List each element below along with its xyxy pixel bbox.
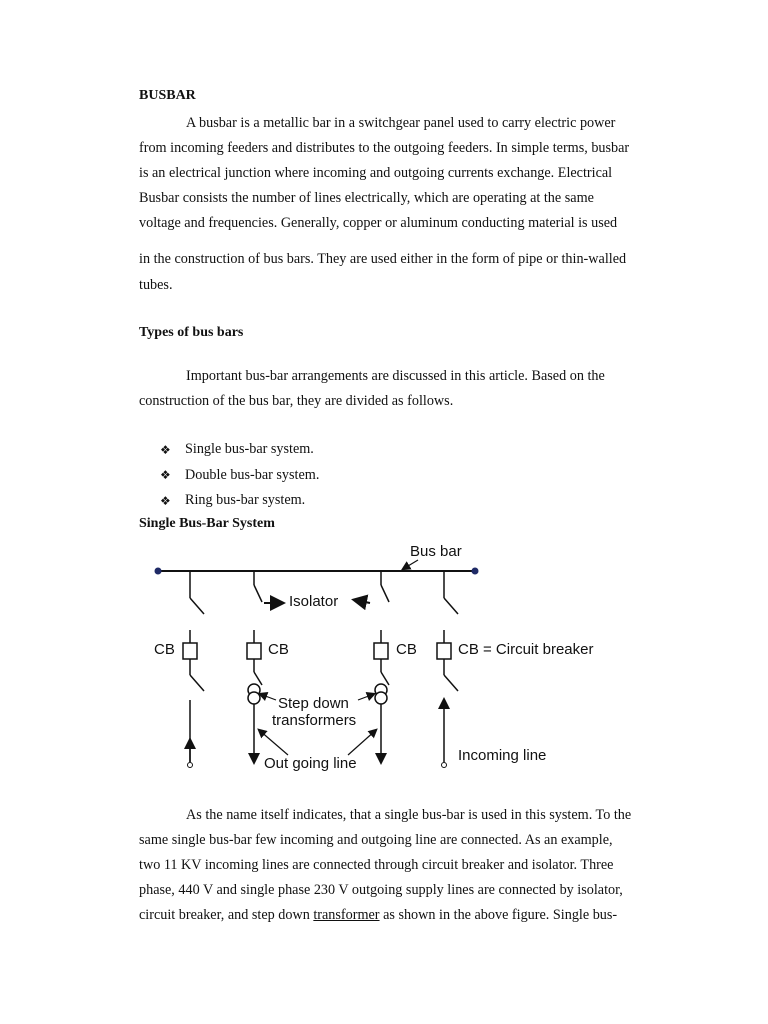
single-busbar-heading: Single Bus-Bar System (139, 516, 275, 531)
types-list (160, 437, 319, 514)
list-item (160, 463, 319, 489)
intro-line: from incoming feeders and distributes to the outgoing feeders. In simple terms, busbar (139, 140, 630, 156)
transformer-coil-icon (375, 692, 387, 704)
transformer-label: transformers (272, 712, 357, 729)
circuit-breaker-icon (437, 643, 451, 659)
transformer-label: Step down (278, 695, 349, 712)
body-line: As the name itself indicates, that a single bus-bar is used in this system. To the (186, 807, 632, 823)
diamond-bullet-icon: ❖ (160, 468, 171, 483)
bus-end-dot (155, 568, 162, 575)
transformer-pointer (260, 694, 276, 700)
outgoing-pointer (348, 730, 376, 755)
cb-label: CB (396, 641, 417, 658)
list-item (160, 488, 319, 514)
feeder-1 (183, 571, 204, 768)
page-title: BUSBAR (139, 88, 196, 103)
transformer-link[interactable]: transformer (313, 907, 380, 923)
body-line: two 11 KV incoming lines are connected through circuit breaker and isolator. Three (139, 857, 614, 873)
cb-label: CB (154, 641, 175, 658)
single-busbar-diagram (148, 540, 618, 776)
intro-line: in the construction of bus bars. They are used either in the form of pipe or thin-walled (139, 251, 627, 267)
cb-legend: CB = Circuit breaker (458, 641, 594, 658)
diamond-bullet-icon: ❖ (160, 442, 171, 457)
isolator-pointer (355, 600, 370, 603)
feeder-4 (437, 571, 458, 768)
intro-line: voltage and frequencies. Generally, copper or aluminum conducting material is used (139, 215, 618, 231)
body-line (139, 907, 675, 924)
list-item-label: Ring bus-bar system. (185, 492, 306, 509)
types-intro-line: Important bus-bar arrangements are discussed in this article. Based on the (186, 368, 605, 384)
transformer-pointer (358, 694, 374, 700)
intro-line: A busbar is a metallic bar in a switchgear panel used to carry electric power (186, 115, 616, 131)
list-item-label: Single bus-bar system. (185, 441, 314, 458)
feeder-3 (374, 571, 389, 762)
intro-line: is an electrical junction where incoming and outgoing currents exchange. Electrical (139, 165, 613, 181)
intro-line: tubes. (139, 277, 173, 293)
types-heading: Types of bus bars (139, 325, 244, 340)
bus-bar-pointer (403, 560, 418, 569)
types-intro-line: construction of the bus bar, they are divided as follows. (139, 393, 454, 409)
transformer-coil-icon (248, 692, 260, 704)
isolator-label: Isolator (289, 593, 339, 610)
cb-label: CB (268, 641, 289, 658)
intro-line: Busbar consists the number of lines electrically, which are operating at the same (139, 190, 594, 206)
diamond-bullet-icon: ❖ (160, 493, 171, 508)
bus-end-dot (472, 568, 479, 575)
body-text: as shown in the above figure. Single bus- (379, 907, 618, 923)
body-line: phase, 440 V and single phase 230 V outgoing supply lines are connected by isolator, (139, 882, 623, 898)
feeder-2 (247, 571, 262, 762)
outgoing-label: Out going line (264, 755, 357, 772)
body-text: circuit breaker, and step down (139, 907, 314, 923)
bus-bar-label: Bus bar (410, 543, 462, 560)
outgoing-pointer (259, 730, 288, 755)
incoming-label: Incoming line (458, 747, 547, 764)
circuit-breaker-icon (247, 643, 261, 659)
list-item-label: Double bus-bar system. (185, 466, 320, 483)
circuit-breaker-icon (374, 643, 388, 659)
list-item (160, 437, 319, 463)
body-line: same single bus-bar few incoming and outgoing line are connected. As an example, (139, 832, 613, 848)
circuit-breaker-icon (183, 643, 197, 659)
